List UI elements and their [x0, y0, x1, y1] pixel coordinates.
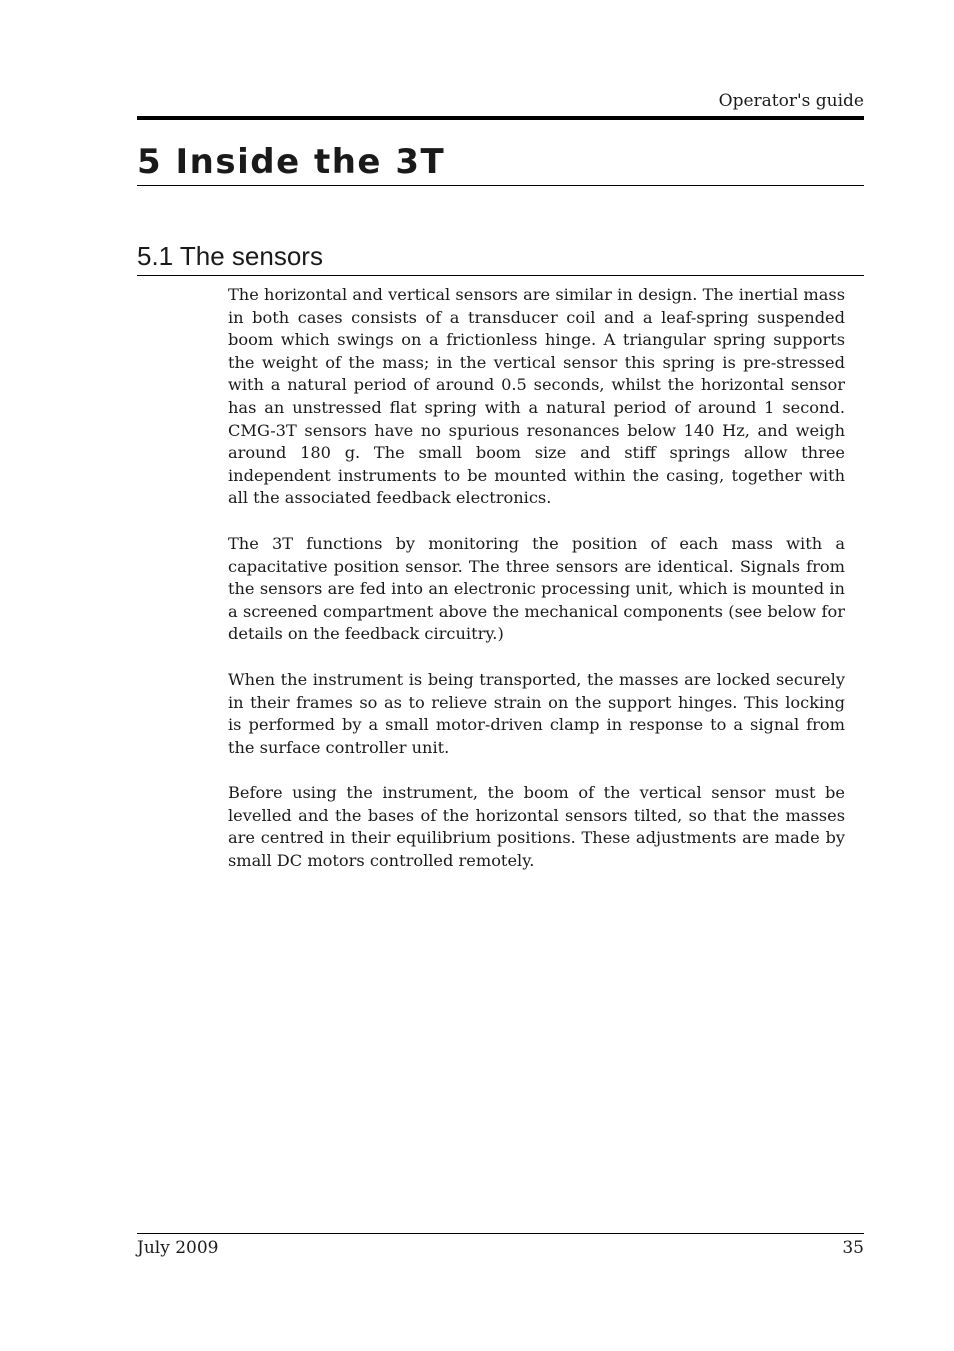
paragraph: The 3T functions by monitoring the position of each mass with a capacitative position sensor. The three sensors are identical. Signals from the sensors are fed into an electronic processing unit, which is mounted in a screened compartment above the mechanical components (see below for details on the feedback circuitry.)	[228, 533, 845, 644]
paragraph: When the instrument is being transported, the masses are locked securely in their frames so as to relieve strain on the support hinges. This locking is performed by a small motor-driven clamp in response to a signal from the surface controller unit.	[228, 669, 845, 757]
paragraph: Before using the instrument, the boom of the vertical sensor must be levelled and the bases of the horizontal sensors tilted, so that the masses are centred in their equilibrium positions. These adjustments are made by small DC motors controlled remotely.	[228, 783, 845, 871]
section-body	[228, 284, 845, 896]
running-header: Operator's guide	[718, 91, 864, 111]
footer-date: July 2009	[137, 1238, 219, 1258]
page-number: 35	[842, 1238, 864, 1258]
chapter-title: 5 Inside the 3T	[137, 140, 864, 186]
section-title: 5.1 The sensors	[137, 239, 864, 276]
footer-rule	[137, 1233, 864, 1234]
header-rule	[137, 116, 864, 120]
paragraph: The horizontal and vertical sensors are similar in design. The inertial mass in both cases consists of a transducer coil and a leaf-spring suspended boom which swings on a frictionless hinge. A triangular spring supports the weight of the mass; in the vertical sensor this spring is pre-stressed with a natural period of around 0.5 seconds, whilst the horizontal sensor has an unstressed flat spring with a natural period of around 1 second. CMG-3T sensors have no spurious resonances below 140 Hz, and weigh around 180 g. The small boom size and stiff springs allow three independent instruments to be mounted within the casing, together with all the associated feedback electronics.	[228, 285, 845, 508]
